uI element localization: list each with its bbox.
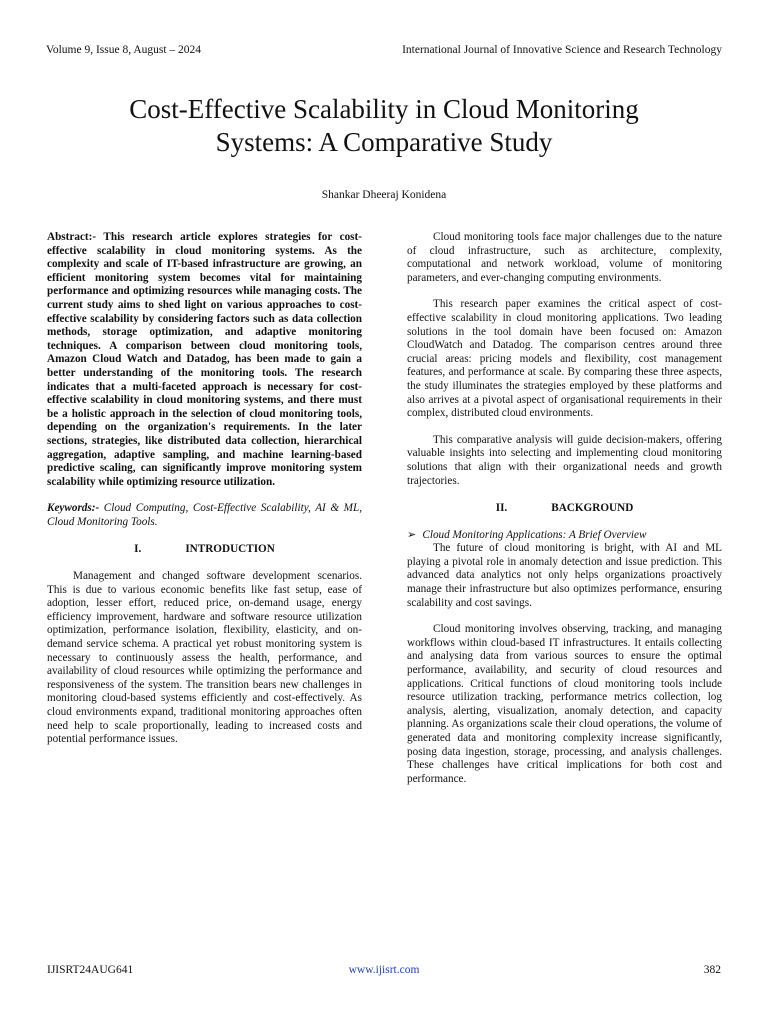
section-title: BACKGROUND	[551, 502, 634, 515]
right-column	[407, 231, 722, 786]
page-header	[46, 44, 722, 60]
page-footer	[47, 964, 721, 980]
right-paragraph-2: This research paper examines the critical aspect of cost-effective scalability in cloud monitoring applications. Two leading solutions in the tool domain have been focused on: Amazon CloudWatch and Datadog. The comparison centres around three crucial areas: pricing models and flexibility, cost management features, and performance at scale. By comparing these three aspects, the study illuminates the strategies employed by these platforms and also arrives at a pivotal aspect of organisational requirements in their complex, distributed cloud environments.	[407, 298, 722, 420]
paper-title	[60, 93, 708, 159]
right-paragraph-1: Cloud monitoring tools face major challenges due to the nature of cloud infrastructure, such as architecture, complexity, computational and network workload, volume of monitoring parameters, and ever-changing computing environments.	[407, 231, 722, 284]
keywords	[47, 502, 362, 529]
journal-name: International Journal of Innovative Science and Research Technology	[402, 44, 722, 56]
journal-volume-issue: Volume 9, Issue 8, August – 2024	[46, 44, 202, 56]
abstract: Abstract:- This research article explores strategies for cost-effective scalability in cloud monitoring systems. As the complexity and scale of IT-based infrastructure are growing, an efficient monitoring system becomes vital for maintaining performance and optimizing resources while managing costs. The current study aims to shed light on various approaches to cost-effective scalability by considering factors such as data collection methods, storage optimization, and adaptive monitoring techniques. A comparison between cloud monitoring tools, Amazon Cloud Watch and Datadog, has been made to gain a better understanding of the monitoring tools. The research indicates that a multi-faceted approach is necessary for cost-effective scalability in cloud monitoring systems, and there must be a holistic approach in the selection of cloud monitoring tools, depending on the organization's requirements. In the later sections, strategies, like distributed data collection, hierarchical aggregation, adaptive sampling, and machine learning-based predictive scaling, can significantly improve monitoring system scalability while optimizing resource utilization.	[47, 231, 362, 488]
arrow-bullet-icon: ➢	[407, 528, 417, 541]
section-heading-background	[407, 502, 722, 516]
author-name: Shankar Dheeraj Konidena	[321, 189, 447, 201]
left-column	[47, 231, 362, 747]
paper-title-line2: Systems: A Comparative Study	[215, 127, 553, 157]
background-paragraph-1: The future of cloud monitoring is bright, with AI and ML playing a pivotal role in anomaly detection and issue prediction. This advanced data analytics not only helps organizations proactively manage their infrastructure but also optimizes performance, ensuring scalability and cost savings.	[407, 542, 722, 609]
introduction-paragraph: Management and changed software development scenarios. This is due to various economic benefits like fast setup, ease of adoption, lesser effort, reduced price, on-demand usage, energy efficiency improvement, hardware and software resource utilization optimization, performance isolation, flexibility, elasticity, and on-demand service schema. A practical yet robust monitoring system is necessary to continuously assess the health, performance, and availability of cloud resources while optimizing the performance and responsiveness of the system. The transition bears new challenges in monitoring cloud-based systems efficiently and cost-effectively. As cloud environments expand, traditional monitoring approaches often need help to scale proportionally, leading to increased costs and potential performance issues.	[47, 570, 362, 746]
keywords-label: Keywords:-	[47, 502, 100, 515]
subheading-text: Cloud Monitoring Applications: A Brief Overview	[422, 528, 647, 541]
article-id: IJISRT24AUG641	[47, 964, 134, 976]
paper-title-line1: Cost-Effective Scalability in Cloud Monitoring	[129, 94, 639, 124]
section-number: I.	[134, 543, 142, 556]
subheading	[407, 529, 722, 543]
section-number: II.	[495, 502, 508, 515]
section-title: INTRODUCTION	[185, 543, 275, 556]
keywords-text: Cloud Computing, Cost-Effective Scalability, AI & ML, Cloud Monitoring Tools.	[47, 502, 362, 528]
page-number: 382	[703, 964, 721, 976]
right-paragraph-3: This comparative analysis will guide decision-makers, offering valuable insights into selecting and implementing cloud monitoring solutions that align with their organizational needs and growth trajectories.	[407, 433, 722, 487]
background-paragraph-2: Cloud monitoring involves observing, tracking, and managing workflows within cloud-based IT infrastructures. It entails collecting and analysing data from various sources to ensure the optimal performance, availability, and security of cloud resources and applications. Critical functions of cloud monitoring tools include resource utilization tracking, performance metrics collection, log analysis, alerting, visualization, anomaly detection, and capacity planning. As organizations scale their cloud operations, the volume of generated data and monitoring complexity increase significantly, posing data ingestion, storage, processing, and analysis challenges. These challenges have critical implications for both cost and performance.	[407, 623, 722, 785]
journal-website-link[interactable]: www.ijisrt.com	[348, 964, 420, 976]
section-heading-introduction	[47, 543, 362, 557]
